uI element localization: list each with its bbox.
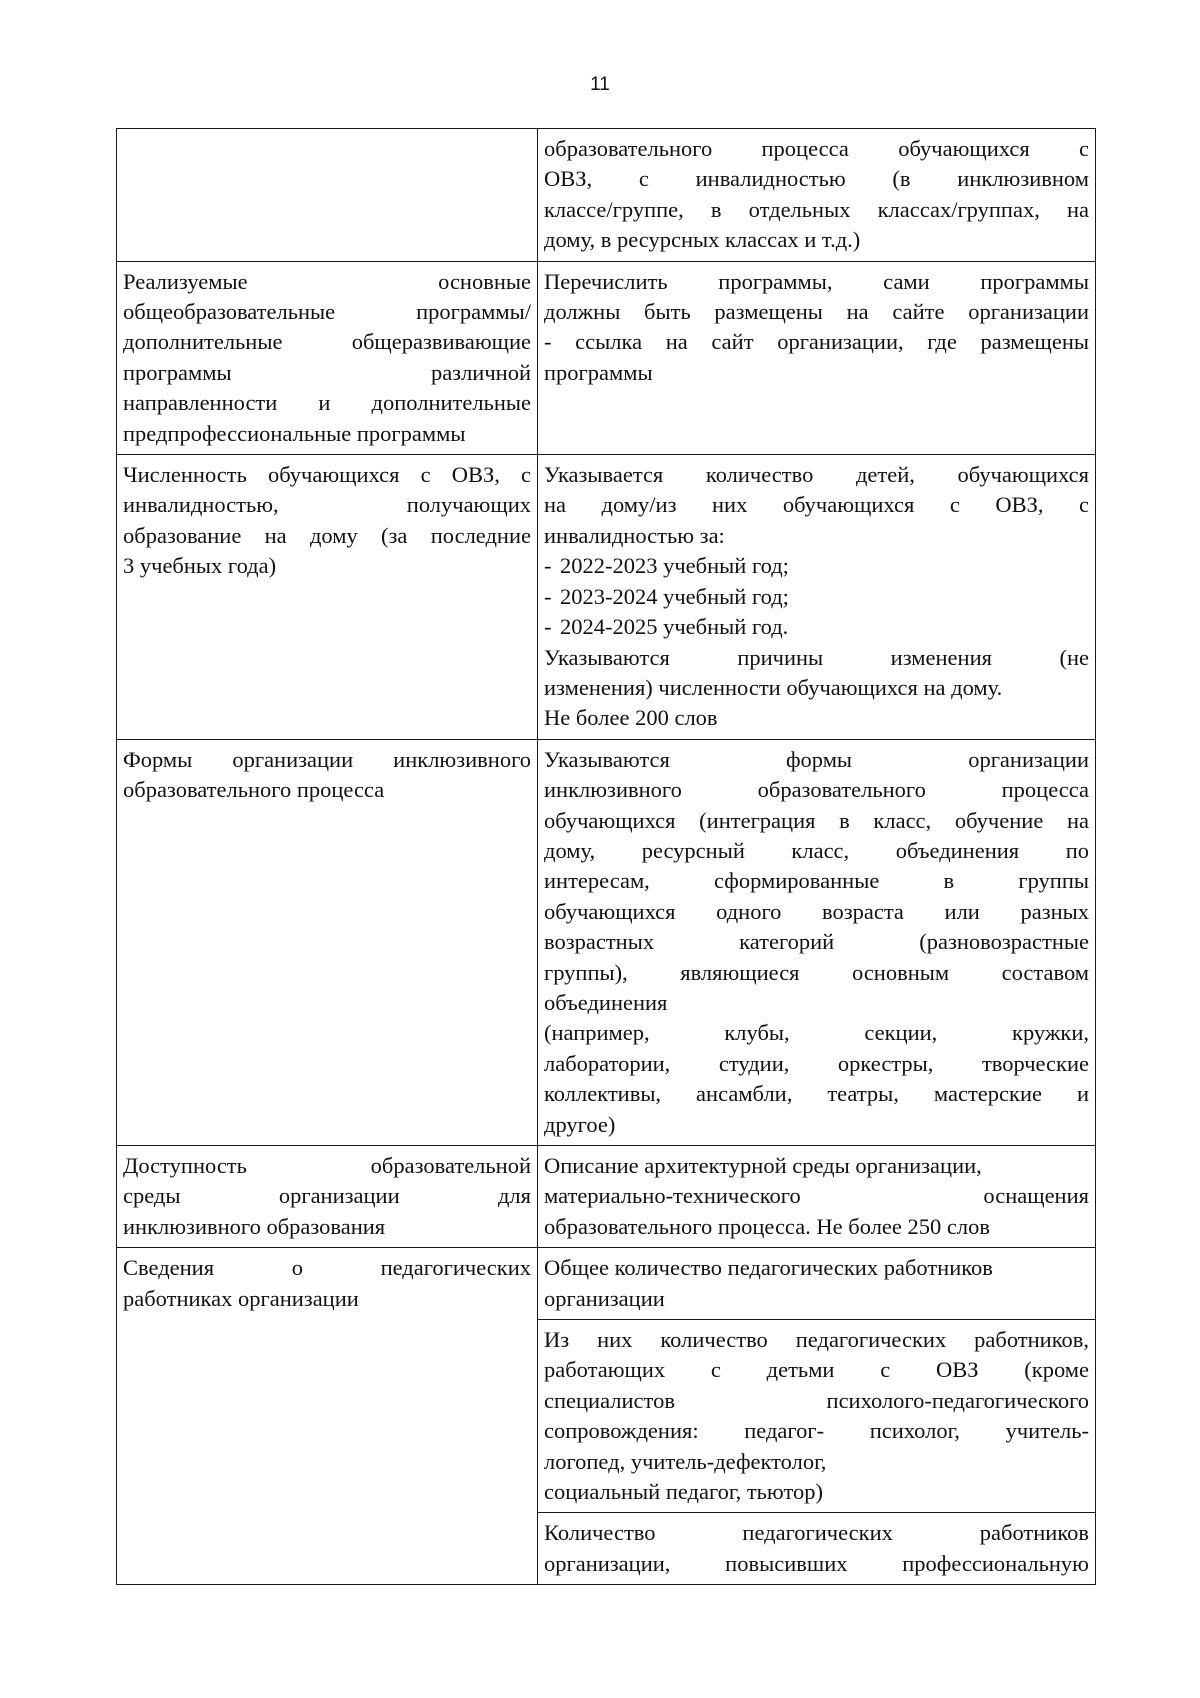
text-line: сопровождения: педагог- психолог, учитель- (544, 1418, 1089, 1444)
text-line: Перечислить программы, сами программы (544, 268, 1089, 294)
table-cell-right (538, 739, 1096, 1145)
text-line: специалистов психолого-педагогического (544, 1387, 1089, 1413)
text-line: коллективы, ансамбли, театры, мастерские и (544, 1081, 1089, 1107)
text-line: программы различной (123, 359, 531, 385)
text-line: обучающихся одного возраста или разных (544, 898, 1089, 924)
text-line: возрастных категорий (разновозрастные (544, 929, 1089, 955)
text-line: работающих с детьми с ОВЗ (кроме (544, 1357, 1089, 1383)
text-line: организации, повысивших профессиональную (544, 1550, 1089, 1576)
list-item-text: 2022-2023 учебный год; (560, 553, 789, 579)
text-line: группы), являющиеся основным составом (544, 959, 1089, 985)
text-line: инклюзивного образования (123, 1213, 386, 1239)
text-line: социальный педагог, тьютор) (544, 1479, 823, 1505)
text-line: Численность обучающихся с ОВЗ, с (123, 462, 531, 488)
table-cell-right (538, 129, 1096, 262)
table-row (117, 129, 1096, 262)
text-line: на дому/из них обучающихся с ОВЗ, с (544, 492, 1089, 518)
text-line: Указываются причины изменения (не (544, 644, 1089, 670)
table-cell-left (117, 739, 538, 1145)
text-line: программы (544, 359, 653, 385)
text-line: направленности и дополнительные (123, 390, 531, 416)
table-cell-right (538, 1146, 1096, 1248)
text-line: Указываются формы организации (544, 746, 1089, 772)
text-line: работниках организации (123, 1285, 359, 1311)
text-line: Реализуемые основные (123, 268, 531, 294)
dash-marker: - (544, 553, 552, 579)
text-line: Из них количество педагогических работников, (544, 1327, 1089, 1353)
text-line: образовательного процесса. Не более 250 слов (544, 1213, 990, 1239)
table-cell-left (117, 261, 538, 454)
text-line: инвалидностью за: (544, 522, 725, 548)
table-cell-left (117, 1248, 538, 1585)
list-item (544, 551, 1089, 581)
page-number: 11 (590, 74, 610, 95)
text-line: образование на дому (за последние (123, 522, 531, 548)
table-cell-right (538, 1513, 1096, 1585)
table-row (117, 455, 1096, 740)
school-years-list (544, 551, 1089, 642)
table-row (117, 739, 1096, 1145)
text-line: обучающихся (интеграция в класс, обучение на (544, 807, 1089, 833)
table-cell-right (538, 1320, 1096, 1513)
text-line: - ссылка на сайт организации, где размещены (544, 329, 1089, 355)
table-cell-left (117, 1146, 538, 1248)
text-line: объединения (544, 989, 668, 1015)
text-line: (например, клубы, секции, кружки, (544, 1020, 1089, 1046)
list-item-text: 2024-2025 учебный год. (560, 614, 789, 640)
text-line: Формы организации инклюзивного (123, 746, 531, 772)
text-line: Не более 200 слов (544, 705, 718, 731)
text-line: образовательного процесса (123, 777, 385, 803)
text-line: должны быть размещены на сайте организации (544, 299, 1089, 325)
text-line: Доступность образовательной (123, 1153, 531, 1178)
text-line: предпрофессиональные программы (123, 420, 466, 446)
text-line: Общее количество педагогических работников (544, 1255, 993, 1281)
table-cell-right (538, 1248, 1096, 1320)
dash-marker: - (544, 614, 552, 640)
table-cell-left (117, 129, 538, 262)
text-line: другое) (544, 1111, 616, 1137)
text-line: общеобразовательные программы/ (123, 299, 531, 325)
table-row (117, 1146, 1096, 1248)
table-row (117, 261, 1096, 454)
text-line: классе/группе, в отдельных классах/группах, на (544, 196, 1089, 222)
text-line: Указывается количество детей, обучающихся (544, 462, 1089, 488)
list-item (544, 582, 1089, 612)
table-cell-right (538, 455, 1096, 740)
text-line: дому, ресурсный класс, объединения по (544, 837, 1089, 863)
list-item-text: 2023-2024 учебный год; (560, 583, 789, 609)
text-line: инвалидностью, получающих (123, 492, 531, 518)
text-line: лаборатории, студии, оркестры, творческие (544, 1050, 1089, 1076)
list-item (544, 612, 1089, 642)
requirements-table (116, 128, 1096, 1585)
text-line: инклюзивного образовательного процесса (544, 777, 1089, 803)
text-line: логопед, учитель-дефектолог, (544, 1448, 827, 1474)
text-line: интересам, сформированные в группы (544, 868, 1089, 894)
text-line: материально-технического оснащения (544, 1183, 1089, 1209)
text-line: среды организации для (123, 1183, 531, 1209)
table-cell-right (538, 261, 1096, 454)
text-line: изменения) численности обучающихся на дому. (544, 674, 1003, 700)
dash-marker: - (544, 583, 552, 609)
text-line: Описание архитектурной среды организации, (544, 1153, 982, 1178)
text-line: 3 учебных года) (123, 553, 277, 579)
text-line: ОВЗ, с инвалидностью (в инклюзивном (544, 166, 1089, 192)
table-row (117, 1248, 1096, 1320)
text-line: Количество педагогических работников (544, 1520, 1089, 1546)
text-line: Сведения о педагогических (123, 1255, 531, 1281)
table-cell-left (117, 455, 538, 740)
text-line: дополнительные общеразвивающие (123, 329, 531, 355)
text-line: дому, в ресурсных классах и т.д.) (544, 227, 861, 253)
text-line: организации (544, 1285, 665, 1311)
text-line: образовательного процесса обучающихся с (544, 136, 1089, 161)
